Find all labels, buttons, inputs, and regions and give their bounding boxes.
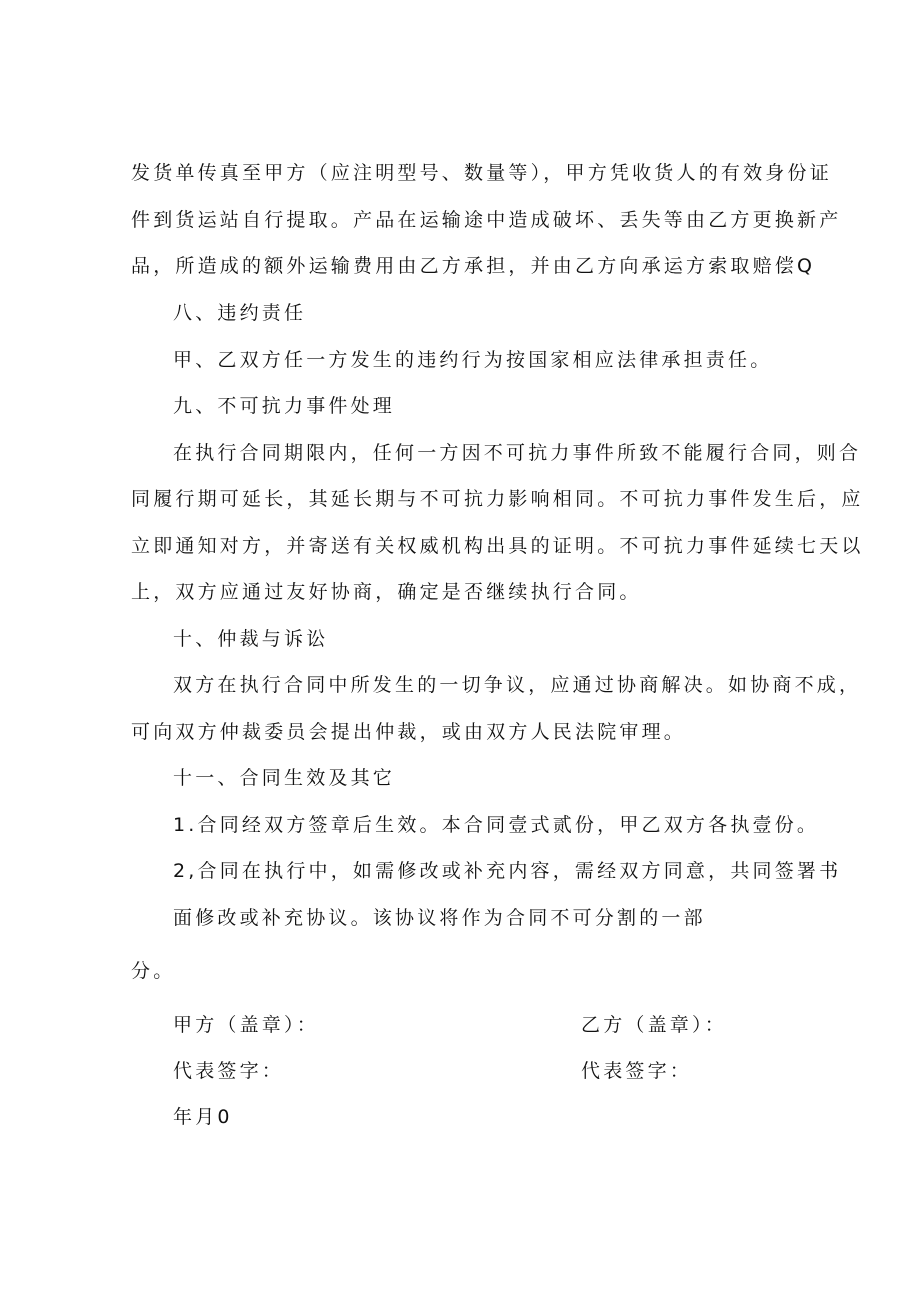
party-b-representative-label: 代表签字： xyxy=(581,1060,693,1082)
paragraph-line: 品，所造成的额外运输费用由乙方承担，并由乙方向承运方索取赔偿Q xyxy=(131,255,816,277)
paragraph-line: 上，双方应通过友好协商，确定是否继续执行合同。 xyxy=(131,581,642,603)
list-item: 1.合同经双方签章后生效。本合同壹式贰份，甲乙双方各执壹份。 xyxy=(173,814,820,836)
date-line: 年月0 xyxy=(173,1106,233,1128)
list-item: 2,合同在执行中，如需修改或补充内容，需经双方同意，共同签署书 xyxy=(173,860,842,882)
list-item-continuation: 分。 xyxy=(131,960,176,982)
section-heading-effectiveness: 十一、合同生效及其它 xyxy=(173,767,396,789)
party-a-seal-label: 甲方（盖章）： xyxy=(173,1014,319,1036)
paragraph-line: 可向双方仲裁委员会提出仲裁，或由双方人民法院审理。 xyxy=(131,721,687,743)
paragraph-line: 在执行合同期限内，任何一方因不可抗力事件所致不能履行合同，则合 xyxy=(173,442,862,464)
paragraph-line: 发货单传真至甲方（应注明型号、数量等），甲方凭收货人的有效身份证 xyxy=(131,162,832,184)
section-heading-breach: 八、违约责任 xyxy=(173,302,307,324)
paragraph-line: 甲、乙双方任一方发生的违约行为按国家相应法律承担责任。 xyxy=(173,349,773,371)
party-a-representative-label: 代表签字： xyxy=(173,1060,285,1082)
paragraph-line: 立即通知对方，并寄送有关权威机构出具的证明。不可抗力事件延续七天以 xyxy=(131,535,864,557)
list-item-continuation: 面修改或补充协议。该协议将作为合同不可分割的一部 xyxy=(173,907,706,929)
section-heading-force-majeure: 九、不可抗力事件处理 xyxy=(173,395,396,417)
section-heading-arbitration: 十、仲裁与诉讼 xyxy=(173,628,329,650)
party-b-seal-label: 乙方（盖章）： xyxy=(581,1014,727,1036)
paragraph-line: 双方在执行合同中所发生的一切争议，应通过协商解决。如协商不成， xyxy=(173,674,862,696)
paragraph-line: 件到货运站自行提取。产品在运输途中造成破坏、丢失等由乙方更换新产 xyxy=(131,209,842,231)
paragraph-line: 同履行期可延长，其延长期与不可抗力影响相同。不可抗力事件发生后，应 xyxy=(131,488,864,510)
